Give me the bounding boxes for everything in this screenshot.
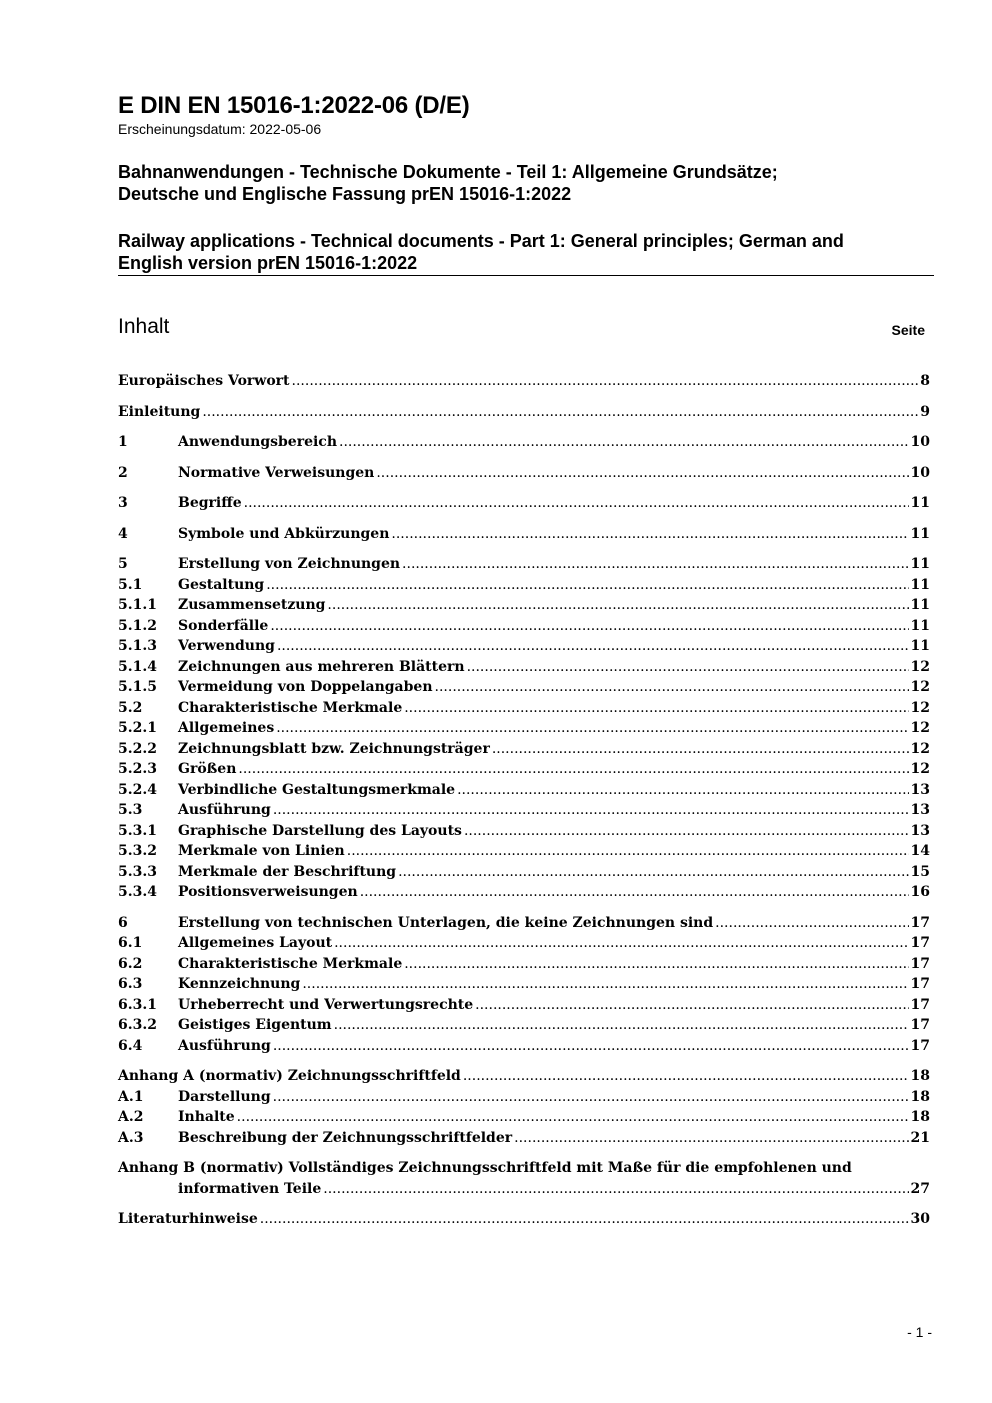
toc-leader-dots [270,616,908,637]
toc-entry-text: Beschreibung der Zeichnungsschriftfelder [178,1129,513,1146]
toc-entry[interactable] [118,595,930,616]
toc-entry-text: Positionsverweisungen [178,884,358,900]
toc-leader-dots [276,718,908,739]
toc-entry-page: 15 [910,863,930,880]
toc-entry-page: 18 [910,1088,930,1105]
toc-entry[interactable] [118,1015,930,1036]
toc-entry-text: Merkmale von Linien [178,843,345,859]
toc-entry-number: 5 [118,556,128,572]
toc-entry-text: Größen [178,761,237,777]
toc-entry-page: 27 [910,1180,930,1197]
toc-leader-dots [467,657,909,678]
toc-leader-dots [715,913,908,934]
toc-entry-number: 6.3.1 [118,996,157,1013]
toc-entry-number: A.3 [118,1129,144,1146]
toc-entry-text: Ausführung [178,1037,271,1054]
toc-entry-text: Anhang A (normativ) Zeichnungsschriftfeld [118,1068,461,1084]
toc-entry[interactable] [118,636,930,657]
toc-entry-text: Inhalte [178,1109,235,1125]
toc-entry-page: 11 [910,597,930,613]
toc-entry-text: Sonderfälle [178,617,269,634]
toc-entry-number: 6.4 [118,1037,143,1054]
toc-entry-page: 17 [910,914,930,931]
toc-entry-text: Allgemeines Layout [178,935,333,951]
toc-entry-number: 5.2.1 [118,720,157,736]
toc-entry-page: 12 [910,699,930,716]
toc-entry-text-continued: informativen Teile [178,1180,322,1197]
toc-entry-page: 11 [910,638,930,654]
toc-entry[interactable] [118,493,930,514]
toc-entry-text: Einleitung [118,403,201,420]
toc-heading: Inhalt [118,315,170,338]
toc-leader-dots [435,677,909,698]
toc-leader-dots [457,780,908,801]
toc-entry-text: Vermeidung von Doppelangaben [178,679,433,695]
toc-leader-dots [327,595,908,616]
toc-leader-dots [202,402,918,423]
toc-entry-number: 5.1.2 [118,617,157,634]
title-german-line1: Bahnanwendungen - Technische Dokumente - Teil 1: Allgemeine Grundsätze; [118,162,778,182]
toc-entry[interactable] [118,882,930,903]
toc-leader-dots [334,1015,909,1036]
toc-leader-dots [514,1128,908,1149]
toc-entry[interactable] [118,995,930,1016]
toc-entry-text: Urheberrecht und Verwertungsrechte [178,996,474,1013]
toc-entry-text: Allgemeines [178,720,275,736]
toc-leader-dots [347,841,909,862]
toc-entry-number: 5.3.2 [118,843,157,859]
toc-entry-number: 6.2 [118,955,143,972]
toc-leader-dots [376,463,908,484]
toc-entry-page: 17 [910,955,930,972]
toc-entry[interactable] [118,1087,930,1108]
toc-entry-page: 18 [910,1109,930,1125]
toc-leader-dots [237,1107,909,1128]
toc-entry-text: Charakteristische Merkmale [178,955,403,972]
toc-entry-number: 5.1.4 [118,658,157,675]
toc-entry[interactable] [118,1036,930,1057]
toc-entry-page: 17 [910,1017,930,1033]
toc-entry-page: 17 [910,976,930,992]
toc-leader-dots [273,1036,909,1057]
toc-entry-number: 5.1.3 [118,638,157,654]
toc-entry-page: 13 [910,822,930,839]
toc-entry-number: 5.3.4 [118,884,157,900]
toc-entry-text: Zeichnungen aus mehreren Blättern [178,658,465,675]
toc-leader-dots [302,974,908,995]
toc-leader-dots [463,1066,909,1087]
toc-entry-page: 17 [910,1037,930,1054]
title-english [118,230,844,274]
toc-leader-dots [273,1087,909,1108]
toc-entry-text: Symbole und Abkürzungen [178,525,390,542]
toc-entry[interactable] [118,800,930,821]
toc-leader-dots [292,371,919,392]
toc-leader-dots [323,1179,908,1200]
toc-entry[interactable] [118,616,930,637]
toc-entry[interactable] [118,780,930,801]
toc-entry-number: 6.3 [118,976,143,992]
toc-entry-number: 1 [118,434,128,450]
page-number: - 1 - [907,1324,932,1340]
toc-entry-text: Darstellung [178,1088,271,1105]
toc-entry-page: 10 [910,434,930,450]
toc-entry-number: 5.2.2 [118,740,157,757]
toc-entry[interactable] [118,862,930,883]
toc-entry-page: 18 [910,1068,930,1084]
toc-entry-number: A.2 [118,1109,144,1125]
toc-entry[interactable] [118,841,930,862]
toc-leader-dots [260,1209,909,1230]
toc-leader-dots [360,882,909,903]
toc-entry-number: 5.3.1 [118,822,157,839]
toc-leader-dots [238,759,908,780]
toc-leader-dots [244,493,909,514]
toc-entry-text: Merkmale der Beschriftung [178,863,397,880]
title-english-line2: English version prEN 15016-1:2022 [118,253,418,273]
toc-entry[interactable] [118,575,930,596]
toc-entry-number: 6 [118,914,128,931]
toc-leader-dots [277,636,909,657]
toc-entry-number: 5.3 [118,802,143,818]
toc-entry[interactable] [118,1066,930,1087]
toc-entry-page: 16 [910,884,930,900]
toc-entry-number: A.1 [118,1088,144,1105]
toc-entry-page: 13 [910,802,930,818]
toc-entry[interactable] [118,739,930,760]
toc-entry-page: 12 [910,740,930,757]
toc-entry-text: Erstellung von technischen Unterlagen, die keine Zeichnungen sind [178,914,714,931]
toc-entry-page: 10 [910,464,930,481]
toc-entry-page: 8 [920,373,930,389]
toc-entry-number: 6.3.2 [118,1017,157,1033]
toc-entry-number: 5.3.3 [118,863,157,880]
toc-entry-page: 11 [910,495,930,511]
toc-entry-text: Graphische Darstellung des Layouts [178,822,462,839]
toc-leader-dots [492,739,909,760]
toc-entry-number: 4 [118,525,128,542]
document-id: E DIN EN 15016-1:2022-06 (D/E) [118,92,470,119]
toc-entry-page: 11 [910,525,930,542]
toc-entry-page: 12 [910,720,930,736]
toc-entry[interactable] [118,1128,930,1149]
table-of-contents [118,371,930,1230]
toc-entry-number: 3 [118,495,128,511]
toc-entry[interactable] [118,913,930,934]
toc-entry[interactable] [118,657,930,678]
toc-entry-page: 17 [910,935,930,951]
title-german-line2: Deutsche und Englische Fassung prEN 15016-1:2022 [118,184,572,204]
toc-entry-text: Verwendung [178,638,275,654]
toc-leader-dots [404,954,908,975]
toc-entry[interactable] [118,677,930,698]
toc-leader-dots [391,524,908,545]
toc-entry-line [118,1158,930,1179]
toc-leader-dots [404,698,908,719]
toc-entry-text: Europäisches Vorwort [118,373,290,389]
toc-entry[interactable] [118,821,930,842]
toc-entry-page: 12 [910,761,930,777]
toc-entry-page: 11 [910,617,930,634]
publication-date: Erscheinungsdatum: 2022-05-06 [118,121,322,137]
toc-entry-text: Literaturhinweise [118,1211,258,1227]
toc-entry[interactable] [118,524,930,545]
toc-entry-text: Verbindliche Gestaltungsmerkmale [178,781,456,798]
toc-entry-text: Zeichnungsblatt bzw. Zeichnungsträger [178,740,490,757]
toc-entry-page: 21 [910,1129,930,1146]
toc-entry-number: 2 [118,464,128,481]
toc-entry[interactable] [118,371,930,392]
toc-entry-text: Geistiges Eigentum [178,1017,332,1033]
toc-entry[interactable] [118,954,930,975]
toc-entry-text: Begriffe [178,495,242,511]
toc-entry-text: Charakteristische Merkmale [178,699,403,716]
toc-leader-dots [398,862,908,883]
toc-entry-text: Kennzeichnung [178,976,301,992]
toc-entry-page: 12 [910,679,930,695]
toc-entry[interactable] [118,554,930,575]
toc-entry-text: Gestaltung [178,576,265,593]
toc-entry-page: 11 [910,576,930,593]
toc-entry[interactable] [118,432,930,453]
toc-leader-dots [339,432,909,453]
toc-leader-dots [464,821,909,842]
toc-leader-dots [334,933,908,954]
toc-entry[interactable] [118,974,930,995]
toc-entry-number: 5.2.3 [118,761,157,777]
toc-entry-page: 30 [910,1211,930,1227]
toc-entry[interactable] [118,463,930,484]
toc-entry[interactable] [118,759,930,780]
toc-entry-text: Zusammensetzung [178,597,326,613]
toc-entry[interactable] [118,698,930,719]
toc-leader-dots [402,554,908,575]
toc-entry[interactable] [118,402,930,423]
toc-leader-dots [475,995,908,1016]
toc-entry-page: 14 [910,843,930,859]
toc-entry-number: 5.2 [118,699,143,716]
toc-leader-dots [273,800,909,821]
toc-entry-page: 9 [920,403,930,420]
toc-entry-number: 5.2.4 [118,781,157,798]
toc-entry-page: 13 [910,781,930,798]
toc-entry-number: 5.1.1 [118,597,157,613]
toc-entry-page: 17 [910,996,930,1013]
toc-page-column-label: Seite [891,322,925,338]
title-divider [118,275,934,276]
toc-entry-line [118,1179,930,1200]
toc-entry-text: Normative Verweisungen [178,464,375,481]
title-english-line1: Railway applications - Technical documents - Part 1: General principles; German and [118,231,844,251]
toc-entry-number: 6.1 [118,935,143,951]
toc-entry[interactable] [118,1107,930,1128]
toc-entry[interactable] [118,718,930,739]
toc-entry[interactable] [118,933,930,954]
toc-entry-text: Anhang B (normativ) Vollständiges Zeichnungsschriftfeld mit Maße für die empfohlenen und [118,1160,852,1176]
toc-entry[interactable] [118,1209,930,1230]
toc-leader-dots [266,575,908,596]
toc-entry-number: 5.1.5 [118,679,157,695]
toc-entry-number: 5.1 [118,576,143,593]
title-german [118,161,778,205]
toc-entry-text: Anwendungsbereich [178,434,337,450]
toc-entry-annex-b[interactable] [118,1158,930,1199]
toc-entry-page: 12 [910,658,930,675]
toc-entry-text: Ausführung [178,802,271,818]
toc-entry-page: 11 [910,556,930,572]
toc-entry-text: Erstellung von Zeichnungen [178,556,401,572]
